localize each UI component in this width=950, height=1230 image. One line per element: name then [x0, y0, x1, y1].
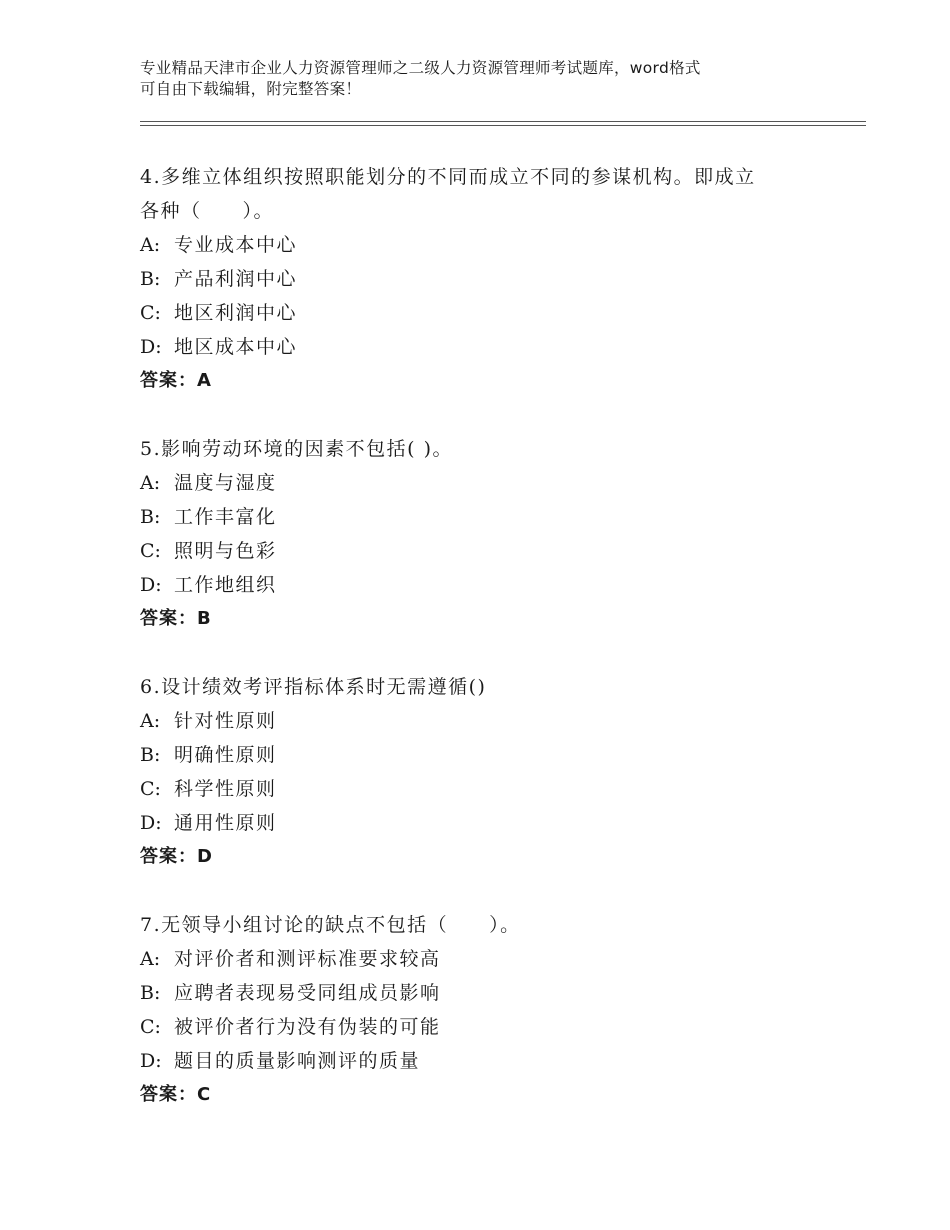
header-title-line-2: 可自由下载编辑，附完整答案！: [140, 80, 362, 98]
option-a: [140, 228, 840, 262]
option-letter: B:: [140, 744, 161, 766]
option-letter: A:: [140, 948, 161, 970]
option-d: [140, 1044, 840, 1078]
option-text: 通用性原则: [174, 812, 277, 834]
option-d: [140, 568, 840, 602]
option-text: 题目的质量影响测评的质量: [174, 1050, 421, 1072]
option-text: 温度与湿度: [174, 472, 277, 494]
option-text: 被评价者行为没有伪装的可能: [174, 1016, 441, 1038]
option-letter: D:: [140, 336, 162, 358]
option-letter: D:: [140, 574, 162, 596]
option-text: 科学性原则: [174, 778, 277, 800]
spacer: [140, 398, 840, 432]
spacer: [140, 636, 840, 670]
option-c: [140, 772, 840, 806]
option-text: 产品利润中心: [174, 268, 298, 290]
answer-label: 答案：B: [140, 608, 212, 629]
spacer: [140, 874, 840, 908]
option-b: [140, 738, 840, 772]
question-6: [140, 670, 840, 874]
option-text: 地区利润中心: [174, 302, 298, 324]
option-letter: B:: [140, 506, 161, 528]
option-text: 应聘者表现易受同组成员影响: [174, 982, 441, 1004]
question-list: [140, 160, 840, 1112]
option-text: 地区成本中心: [174, 336, 298, 358]
option-text: 专业成本中心: [174, 234, 298, 256]
option-text: 针对性原则: [174, 710, 277, 732]
document-header: [140, 58, 830, 100]
option-letter: B:: [140, 982, 161, 1004]
question-4: [140, 160, 840, 398]
option-d: [140, 806, 840, 840]
header-divider-top: [140, 121, 866, 122]
option-letter: D:: [140, 1050, 162, 1072]
option-d: [140, 330, 840, 364]
option-c: [140, 1010, 840, 1044]
question-text: 4.多维立体组织按照职能划分的不同而成立不同的参谋机构。即成立: [140, 166, 756, 188]
option-letter: B:: [140, 268, 161, 290]
option-b: [140, 976, 840, 1010]
option-b: [140, 500, 840, 534]
question-text: 6.设计绩效考评指标体系时无需遵循(): [140, 676, 487, 698]
option-text: 对评价者和测评标准要求较高: [174, 948, 441, 970]
question-7: [140, 908, 840, 1112]
option-text: 工作丰富化: [174, 506, 277, 528]
header-divider-bottom: [140, 125, 866, 126]
answer-label: 答案：C: [140, 1084, 212, 1105]
option-text: 明确性原则: [174, 744, 277, 766]
question-text: 5.影响劳动环境的因素不包括( )。: [140, 438, 453, 460]
option-a: [140, 704, 840, 738]
answer-label: 答案：D: [140, 846, 213, 867]
answer-label: 答案：A: [140, 370, 212, 391]
option-letter: D:: [140, 812, 162, 834]
option-c: [140, 296, 840, 330]
option-text: 照明与色彩: [174, 540, 277, 562]
header-title-line-1: 专业精品天津市企业人力资源管理师之二级人力资源管理师考试题库，word格式: [140, 59, 701, 77]
option-letter: C:: [140, 540, 161, 562]
question-text: 7.无领导小组讨论的缺点不包括（ ）。: [140, 914, 521, 936]
option-text: 工作地组织: [174, 574, 277, 596]
option-a: [140, 942, 840, 976]
option-a: [140, 466, 840, 500]
option-letter: C:: [140, 1016, 161, 1038]
question-5: [140, 432, 840, 636]
question-text-continued: 各种（ ）。: [140, 200, 275, 222]
option-b: [140, 262, 840, 296]
option-letter: A:: [140, 234, 161, 256]
option-letter: A:: [140, 472, 161, 494]
option-letter: A:: [140, 710, 161, 732]
option-c: [140, 534, 840, 568]
option-letter: C:: [140, 778, 161, 800]
option-letter: C:: [140, 302, 161, 324]
